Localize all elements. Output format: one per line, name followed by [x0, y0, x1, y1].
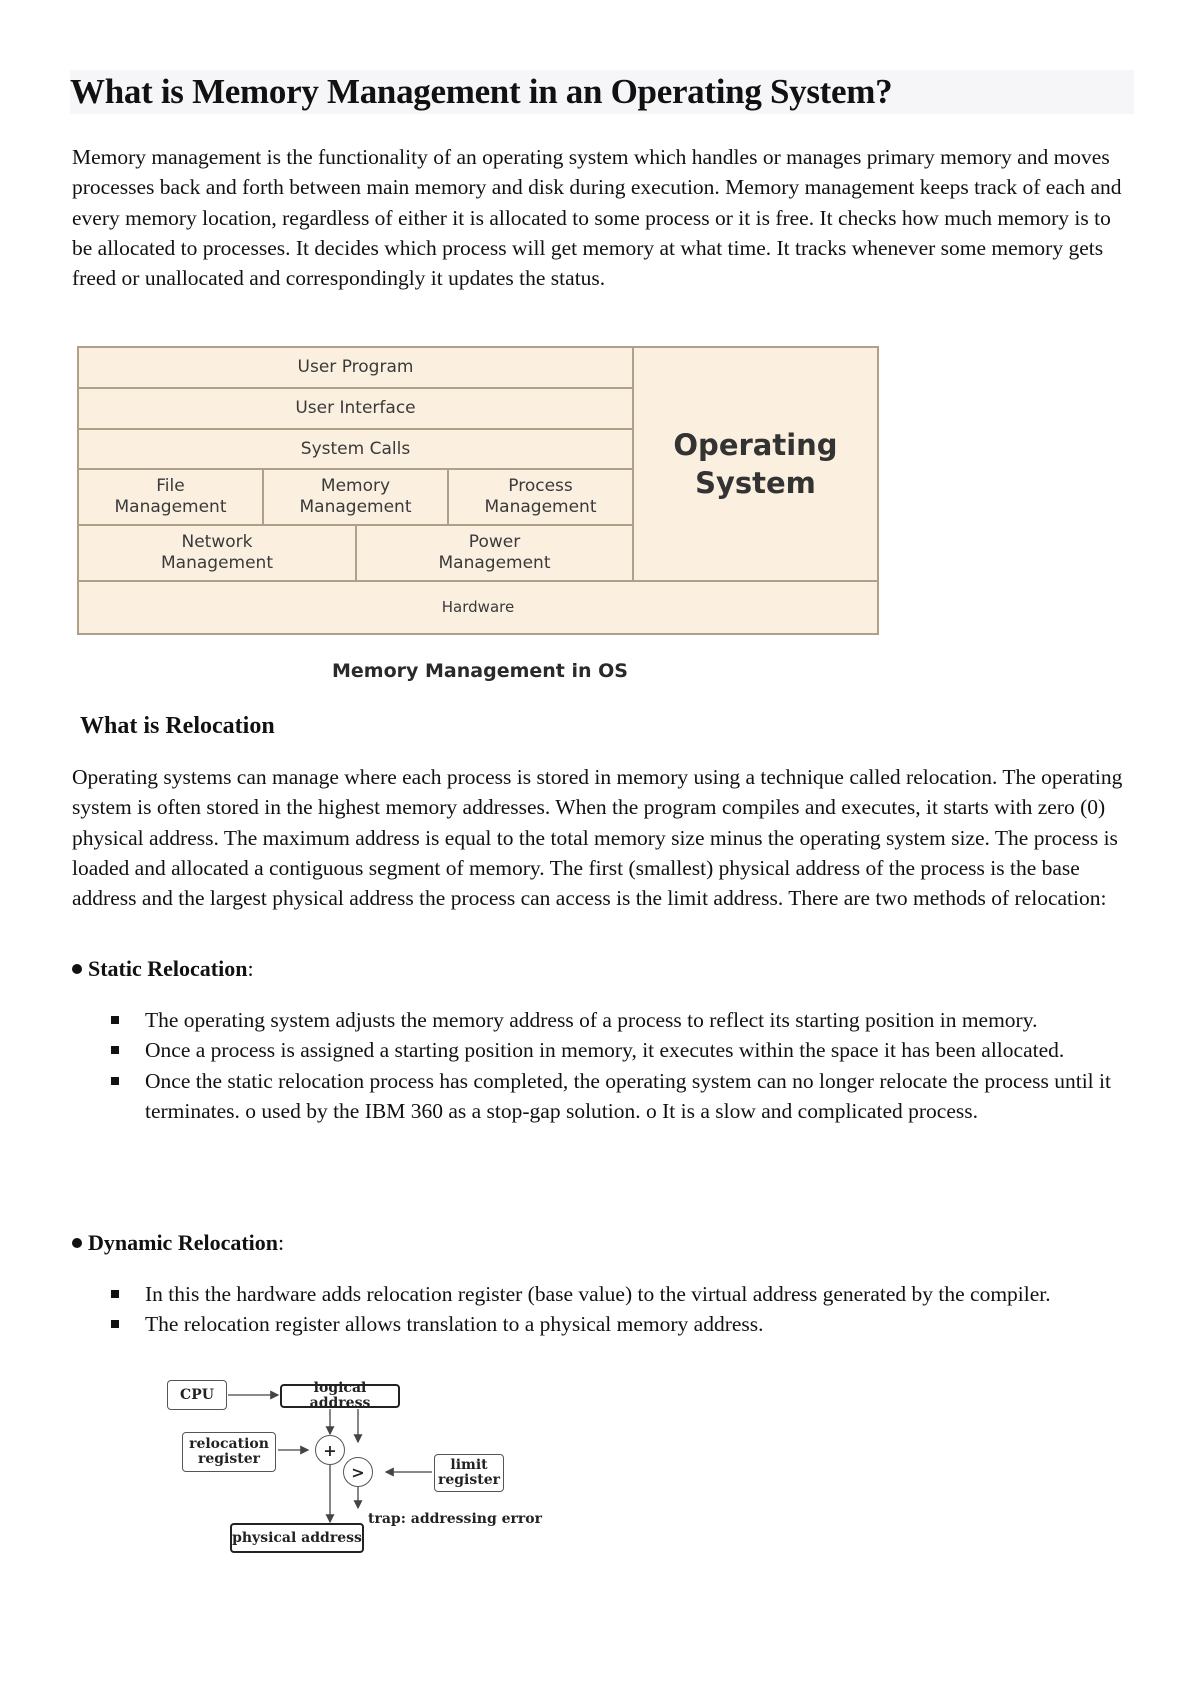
dynamic-heading-colon: : [278, 1230, 285, 1255]
file-management-cell [79, 470, 264, 526]
limit-register-label: limit register [437, 1457, 501, 1488]
square-bullet-icon [111, 1077, 119, 1085]
system-calls-label: System Calls [300, 438, 411, 459]
relocation-register-box [182, 1432, 276, 1472]
os-memory-diagram [77, 346, 879, 635]
plus-symbol: + [323, 1440, 337, 1460]
static-relocation-list [108, 1005, 1128, 1126]
network-management-cell [79, 526, 357, 582]
dynamic-heading-text: Dynamic Relocation [88, 1230, 279, 1255]
hardware-cell [79, 582, 877, 633]
square-bullet-icon [111, 1046, 119, 1054]
bullet-dot-icon [72, 964, 82, 974]
logical-address-box [280, 1380, 400, 1411]
power-management-cell [357, 526, 634, 582]
diagram-caption: Memory Management in OS [332, 660, 628, 682]
list-item-text: The relocation register allows translation to a physical memory address. [145, 1312, 764, 1337]
trap-label: trap: addressing error [368, 1511, 542, 1527]
comparator-circle [343, 1457, 373, 1487]
square-bullet-icon [111, 1016, 119, 1024]
relocation-heading: What is Relocation [80, 713, 275, 739]
list-item [108, 1279, 1128, 1309]
static-relocation-heading [72, 956, 254, 982]
relocation-paragraph: Operating systems can manage where each process is stored in memory using a technique called relocation. The operating system is often stored in the highest memory addresses. When the program compiles and executes, it starts with zero (0) physical address. The maximum address is equal to the total memory size minus the operating system size. The process is loaded and allocated a contiguous segment of memory. The first (smallest) physical address of the process is the base address and the largest physical address the process can access is the limit address. There are two methods of relocation: [72, 765, 1123, 911]
user-program-label: User Program [297, 357, 414, 377]
list-item-text: In this the hardware adds relocation register (base value) to the virtual address generated by the compiler. [145, 1282, 1051, 1306]
static-heading-text: Static Relocation [88, 956, 248, 981]
square-bullet-icon [111, 1320, 119, 1328]
static-heading-colon: : [247, 956, 254, 981]
list-item-text: Once a process is assigned a starting position in memory, it executes within the space it has been allocated. [145, 1038, 1065, 1063]
logical-address-label: logical address [309, 1380, 371, 1411]
memory-management-cell [264, 470, 449, 526]
file-management-label: File Management [114, 476, 227, 517]
list-item [108, 1005, 1128, 1035]
dynamic-relocation-heading [72, 1230, 284, 1256]
dynamic-relocation-list [108, 1279, 1128, 1340]
intro-paragraph: Memory management is the functionality of an operating system which handles or manages primary memory and moves processes back and forth between main memory and disk during execution. Memory management keeps track of each and every memory location, regardless of either it is allocated to some process or it is free. It checks how much memory is to be allocated to processes. It decides which process will get memory at what time. It tracks whenever some memory gets freed or unallocated and correspondingly it updates the status. [72, 145, 1122, 291]
user-program-cell [79, 348, 634, 389]
system-calls-cell [79, 430, 634, 470]
relocation-register-label: relocation register [189, 1436, 269, 1467]
relocation-diagram [160, 1374, 550, 1568]
bullet-dot-icon [72, 1238, 82, 1248]
list-item [108, 1309, 1128, 1339]
list-item-text: The operating system adjusts the memory address of a process to reflect its starting position in memory. [145, 1008, 1038, 1032]
adder-circle [315, 1435, 345, 1465]
user-interface-label: User Interface [295, 398, 416, 418]
square-bullet-icon [111, 1290, 119, 1298]
cpu-label: CPU [180, 1386, 214, 1403]
physical-address-box [230, 1523, 364, 1553]
cpu-box [167, 1380, 227, 1410]
hardware-label: Hardware [441, 598, 515, 616]
process-management-cell [449, 470, 634, 526]
list-item [108, 1066, 1128, 1127]
user-interface-cell [79, 389, 634, 430]
list-item [108, 1035, 1128, 1065]
operating-system-label: Operating System [673, 428, 838, 500]
process-management-label: Process Management [484, 476, 597, 517]
memory-management-label: Memory Management [299, 476, 412, 517]
limit-register-box [434, 1454, 504, 1492]
operating-system-cell [634, 348, 877, 582]
network-management-label: Network Management [161, 532, 273, 573]
list-item-text: Once the static relocation process has completed, the operating system can no longer relocate the process until it terminates. o used by the IBM 360 as a stop-gap solution. o It is a slow and complicated process. [145, 1068, 1111, 1123]
page-title: What is Memory Management in an Operating System? [70, 72, 893, 111]
physical-address-label: physical address [232, 1529, 362, 1546]
compare-symbol: > [351, 1462, 365, 1482]
power-management-label: Power Management [438, 532, 551, 573]
